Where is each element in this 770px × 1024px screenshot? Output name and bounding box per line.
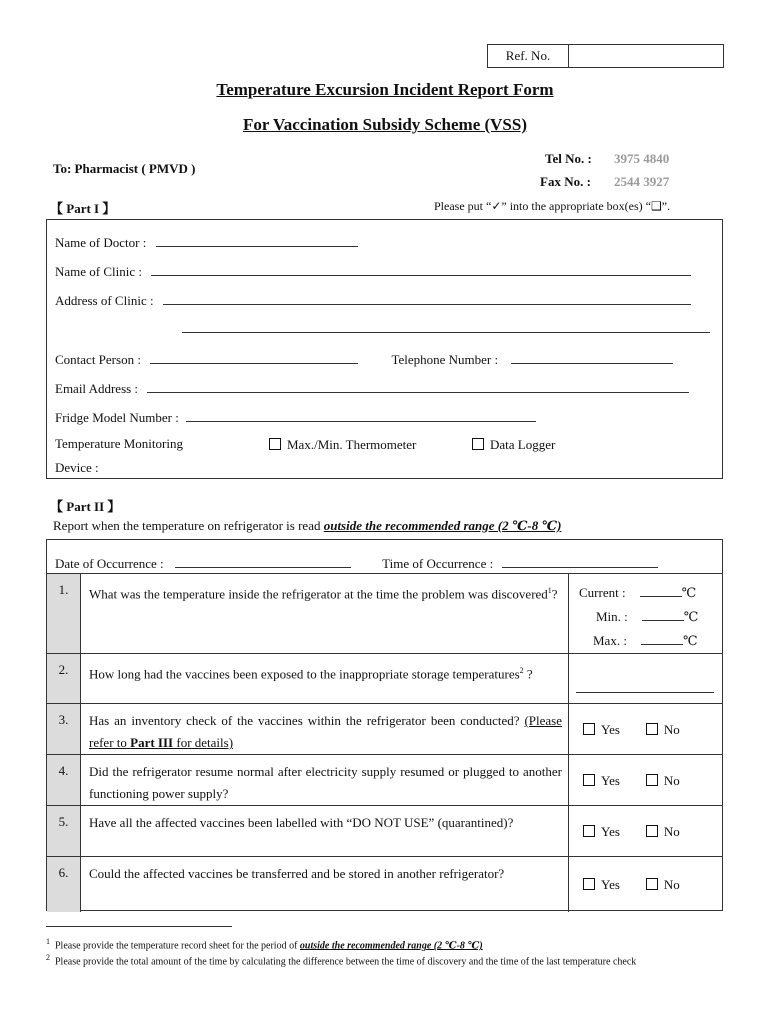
yes-option[interactable]: Yes — [583, 773, 620, 789]
question-row-2 — [47, 653, 722, 704]
date-input[interactable] — [175, 555, 351, 568]
fridge-input[interactable] — [186, 409, 536, 422]
current-temp-input[interactable] — [640, 584, 682, 597]
clinic-row — [55, 263, 691, 280]
no-option[interactable]: No — [646, 877, 680, 893]
address-row — [55, 292, 691, 309]
footnote-2: $^2$ Please provide the total amount of the time by calculating the difference between the time of discovery and the time of the last temperature check — [46, 953, 637, 968]
telephone-label: Telephone Number : — [391, 352, 499, 367]
question-text: Has an inventory check of the vaccines within the refrigerator been conducted? (Please refer to Part III for details) — [89, 713, 562, 750]
part2-intro — [53, 518, 561, 534]
clinic-label: Name of Clinic : — [55, 264, 143, 279]
no-checkbox[interactable] — [646, 723, 658, 735]
time-label: Time of Occurrence : — [382, 556, 494, 571]
question-number: 5. — [47, 806, 81, 857]
no-checkbox[interactable] — [646, 825, 658, 837]
no-checkbox[interactable] — [646, 774, 658, 786]
question-text: How long had the vaccines been exposed to the inappropriate storage temperatures$^2$ ? — [89, 666, 533, 682]
no-checkbox[interactable] — [646, 878, 658, 890]
question-row-5 — [47, 805, 722, 857]
footnote-1: $^1$ Please provide the temperature record sheet for the period of outside the recommended range (2 ℃-8 ℃) — [46, 937, 483, 952]
yes-option[interactable]: Yes — [583, 877, 620, 893]
question-row-3 — [47, 703, 722, 755]
ref-no-field[interactable] — [569, 45, 723, 67]
form-title: Temperature Excursion Incident Report Form — [216, 80, 554, 99]
yes-no-answer — [568, 806, 723, 857]
question-text: Have all the affected vaccines been labelled with “DO NOT USE” (quarantined)? — [89, 815, 514, 830]
logger-option[interactable] — [472, 437, 555, 453]
part1-section — [46, 219, 723, 479]
part3-reference[interactable]: (Please refer to Part III for details) — [89, 713, 562, 750]
question-text: What was the temperature inside the refrigerator at the time the problem was discovered$^1$? — [89, 586, 558, 602]
address-input-2[interactable] — [182, 320, 710, 333]
yes-checkbox[interactable] — [583, 723, 595, 735]
fax-label: Fax No. : — [540, 174, 591, 189]
logger-label: Data Logger — [490, 437, 556, 452]
max-temp-row: Max. : ℃ — [593, 633, 698, 648]
question-text: Did the refrigerator resume normal after electricity supply resumed or plugged to another functioning power supply? — [89, 764, 562, 801]
date-row — [55, 555, 658, 572]
email-input[interactable] — [147, 380, 689, 393]
yes-no-answer — [568, 704, 723, 755]
thermometer-label: Max./Min. Thermometer — [287, 437, 417, 452]
tel-label: Tel No. : — [545, 151, 592, 166]
yes-checkbox[interactable] — [583, 878, 595, 890]
thermometer-checkbox[interactable] — [269, 438, 281, 450]
temperature-answers — [568, 574, 723, 654]
date-label: Date of Occurrence : — [55, 556, 164, 571]
footnote-divider — [46, 926, 232, 927]
clinic-input[interactable] — [151, 263, 691, 276]
duration-input[interactable] — [576, 680, 714, 693]
current-temp-row: Current : ℃ — [579, 585, 697, 600]
no-option[interactable]: No — [646, 773, 680, 789]
logger-checkbox[interactable] — [472, 438, 484, 450]
email-label: Email Address : — [55, 381, 139, 396]
yes-no-answer — [568, 857, 723, 912]
ref-no-box — [487, 44, 724, 68]
thermometer-option[interactable] — [269, 437, 416, 453]
doctor-row — [55, 234, 358, 251]
part2-table — [46, 539, 723, 911]
fax-value: 2544 3927 — [614, 174, 670, 189]
contact-row — [55, 351, 673, 368]
tel-value: 3975 4840 — [614, 151, 670, 166]
yes-no-answer — [568, 755, 723, 806]
question-number: 2. — [47, 654, 81, 704]
contact-label: Contact Person : — [55, 352, 141, 367]
part1-heading: 【 Part I 】 — [50, 201, 116, 216]
fridge-label: Fridge Model Number : — [55, 410, 179, 425]
fridge-row — [55, 409, 536, 426]
question-row-1 — [47, 573, 722, 654]
to-recipient: To: Pharmacist ( PMVD ) — [53, 161, 196, 176]
duration-answer — [568, 654, 723, 704]
address-input-1[interactable] — [163, 292, 691, 305]
monitoring-label-2: Device : — [55, 460, 99, 475]
ref-no-label: Ref. No. — [488, 45, 569, 67]
form-subtitle: For Vaccination Subsidy Scheme (VSS) — [242, 115, 527, 134]
contact-input[interactable] — [150, 351, 358, 364]
question-number: 4. — [47, 755, 81, 806]
no-option[interactable]: No — [646, 722, 680, 738]
doctor-label: Name of Doctor : — [55, 235, 147, 250]
no-option[interactable]: No — [646, 824, 680, 840]
part2-heading: 【 Part II 】 — [50, 499, 121, 514]
question-number: 3. — [47, 704, 81, 755]
yes-option[interactable]: Yes — [583, 824, 620, 840]
question-number: 1. — [47, 574, 81, 654]
email-row — [55, 380, 689, 397]
address-row-2 — [182, 320, 710, 337]
min-temp-row: Min. : ℃ — [596, 609, 699, 624]
yes-option[interactable]: Yes — [583, 722, 620, 738]
instruction-text: Please put “✓” into the appropriate box(es) “❑”. — [434, 199, 671, 213]
doctor-input[interactable] — [156, 234, 358, 247]
part2-intro-text: Report when the temperature on refrigerator is read — [53, 518, 324, 533]
max-temp-input[interactable] — [641, 632, 683, 645]
part2-intro-range: outside the recommended range (2 ℃-8 ℃) — [323, 518, 562, 533]
time-input[interactable] — [502, 555, 658, 568]
yes-checkbox[interactable] — [583, 825, 595, 837]
address-label: Address of Clinic : — [55, 293, 154, 308]
question-number: 6. — [47, 857, 81, 912]
question-row-6 — [47, 856, 722, 912]
telephone-input[interactable] — [511, 351, 673, 364]
question-row-4 — [47, 754, 722, 806]
yes-checkbox[interactable] — [583, 774, 595, 786]
question-text: Could the affected vaccines be transferred and be stored in another refrigerator? — [89, 866, 505, 881]
monitoring-label: Temperature Monitoring — [55, 436, 183, 451]
min-temp-input[interactable] — [642, 608, 684, 621]
